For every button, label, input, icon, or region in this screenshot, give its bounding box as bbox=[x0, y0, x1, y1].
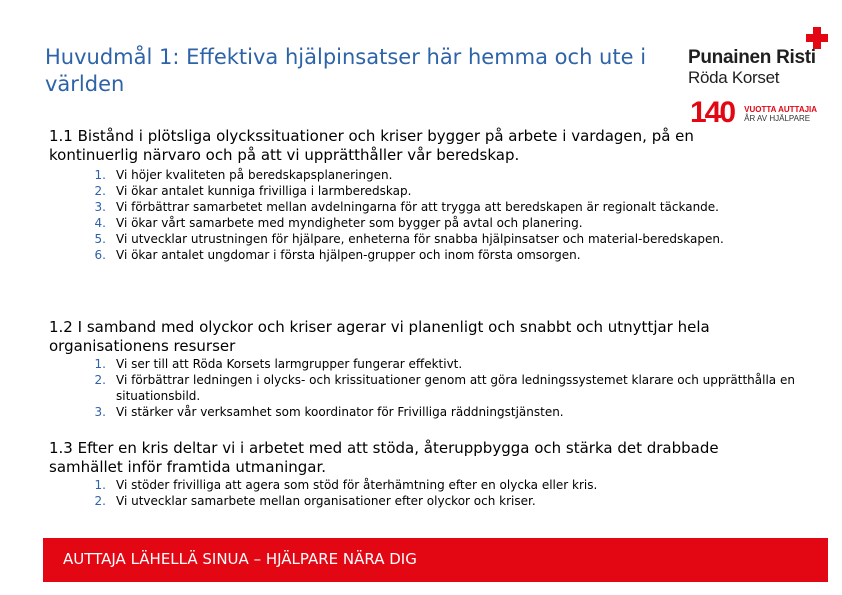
list-item: 2. Vi ökar antalet kunniga frivilliga i larmberedskap. bbox=[94, 184, 412, 198]
anniversary-badge bbox=[690, 98, 817, 128]
list-item: 5. Vi utvecklar utrustningen för hjälpare, enheterna för snabba hjälpinsatser och material-beredskapen. bbox=[94, 232, 724, 246]
red-cross-icon bbox=[806, 27, 828, 49]
badge-line2: ÅR AV HJÄLPARE bbox=[744, 114, 811, 123]
badge-line1: VUOTTA AUTTAJIA bbox=[744, 105, 818, 114]
list-item: 1. Vi stöder frivilliga att agera som stöd för återhämtning efter en olycka eller kris. bbox=[94, 478, 598, 492]
list-item: 3. Vi stärker vår verksamhet som koordinator för Frivilliga räddningstjänsten. bbox=[94, 405, 564, 419]
list-item: 2. Vi förbättrar ledningen i olycks- och krissituationer genom att göra ledningssystemet klarare och upprätthålla en situationsbild. bbox=[94, 373, 795, 403]
list-item: 1. Vi höjer kvaliteten på beredskapsplaneringen. bbox=[94, 168, 393, 182]
list-item: 2. Vi utvecklar samarbete mellan organisationer efter olyckor och kriser. bbox=[94, 494, 536, 508]
logo bbox=[688, 48, 816, 87]
item-list bbox=[94, 477, 792, 509]
list-item: 4. Vi ökar vårt samarbete med myndigheter som bygger på avtal och planering. bbox=[94, 216, 583, 230]
list-item: 1. Vi ser till att Röda Korsets larmgrupper fungerar effektivt. bbox=[94, 357, 463, 371]
logo-line2: Röda Korset bbox=[688, 68, 780, 87]
section-heading: 1.2 I samband med olyckor och kriser agerar vi planenligt och snabbt och utnyttjar hela organisationens resurser bbox=[49, 318, 710, 355]
badge-number: 140 bbox=[690, 96, 735, 129]
list-item: 3. Vi förbättrar samarbetet mellan avdelningarna för att trygga att beredskapen är regionalt täckande. bbox=[94, 200, 719, 214]
logo-line1: Punainen Risti bbox=[688, 47, 816, 68]
list-item: 6. Vi ökar antalet ungdomar i första hjälpen-grupper och inom första omsorgen. bbox=[94, 248, 581, 262]
section-heading: 1.3 Efter en kris deltar vi i arbetet med att stöda, återuppbygga och stärka det drabbade samhället inför framtida utmaningar. bbox=[49, 439, 719, 476]
footer-banner bbox=[43, 538, 828, 582]
footer-slogan: AUTTAJA LÄHELLÄ SINUA – HJÄLPARE NÄRA DIG bbox=[63, 550, 417, 568]
section-heading: 1.1 Bistånd i plötsliga olyckssituationer och kriser bygger på arbete i vardagen, på en kontinuerlig närvaro och på att vi upprätthåller vår beredskap. bbox=[49, 127, 694, 164]
item-list bbox=[94, 356, 802, 420]
item-list bbox=[94, 167, 752, 263]
page-title: Huvudmål 1: Effektiva hjälpinsatser här hemma och ute i världen bbox=[45, 45, 647, 96]
